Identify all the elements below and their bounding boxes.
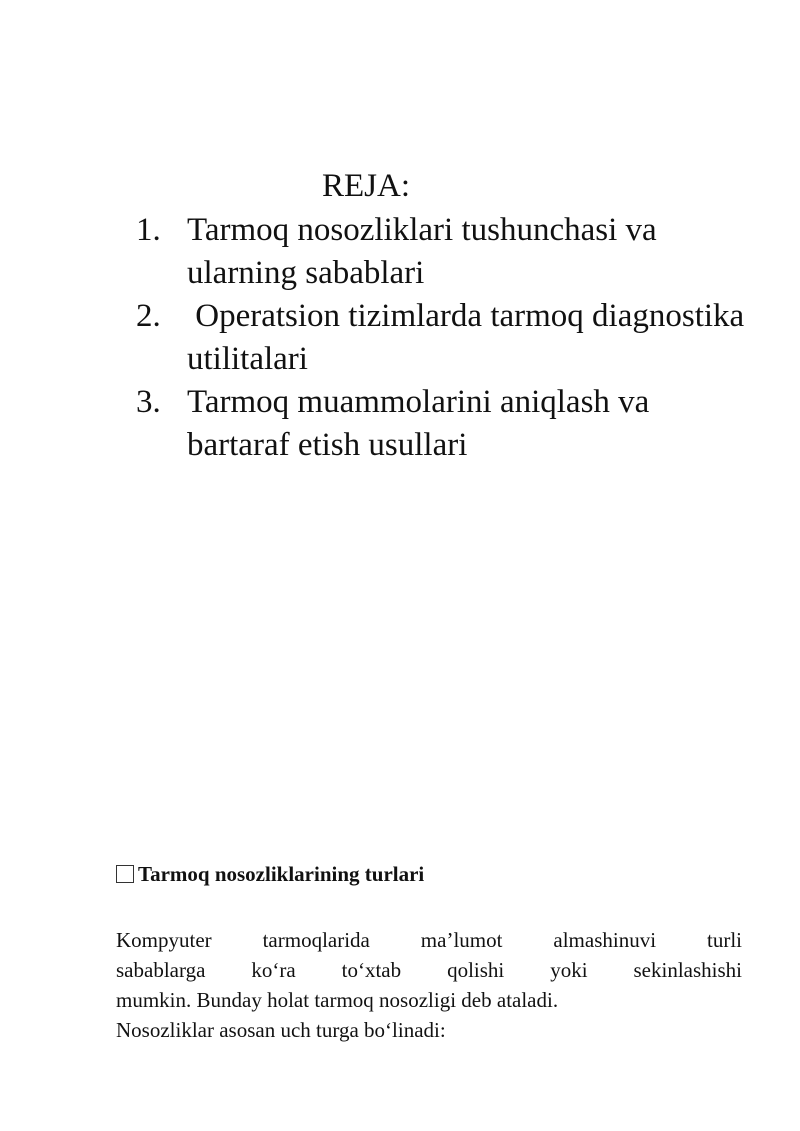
- plan-item-text: Operatsion tizimlarda tarmoq diagnostika utilitalari: [187, 298, 753, 377]
- plan-item-number: 2.: [136, 298, 161, 334]
- plan-item: [136, 295, 753, 381]
- plan-title: REJA:: [322, 168, 411, 204]
- plan-item-text: Tarmoq muammolarini aniqlash va bartaraf etish usullari: [187, 384, 650, 463]
- section-heading-text: Tarmoq nosozliklarining turlari: [138, 862, 425, 886]
- plan-item: [136, 381, 746, 467]
- paragraph-line: Kompyuter tarmoqlarida ma’lumot almashinuvi turli: [116, 928, 742, 952]
- section-heading: [116, 860, 424, 888]
- missing-glyph-box-icon: [116, 865, 134, 883]
- plan-item-number: 1.: [136, 212, 161, 248]
- paragraph-line: Nosozliklar asosan uch turga bo‘linadi:: [116, 1018, 446, 1042]
- plan-item: [136, 209, 746, 295]
- body-paragraph: [116, 925, 742, 1045]
- plan-item-text: Tarmoq nosozliklari tushunchasi va ularning sabablari: [187, 212, 657, 291]
- paragraph-line: sabablarga ko‘ra to‘xtab qolishi yoki sekinlashishi: [116, 958, 742, 982]
- plan-list: [136, 209, 753, 467]
- plan-item-number: 3.: [136, 384, 161, 420]
- paragraph-line: mumkin. Bunday holat tarmoq nosozligi deb ataladi.: [116, 988, 559, 1012]
